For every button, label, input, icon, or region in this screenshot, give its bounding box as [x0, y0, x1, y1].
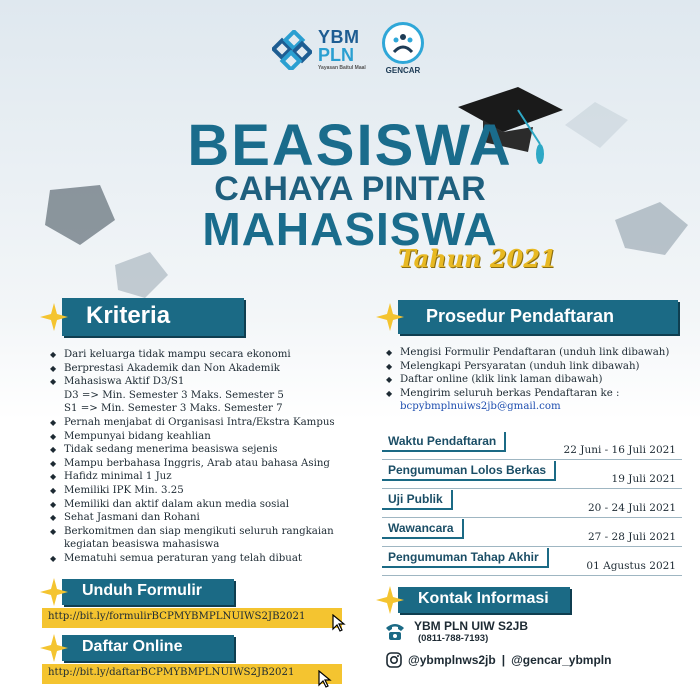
kriteria-item: ◆ Berkomitmen dan siap mengikuti seluruh rangkaian [50, 525, 350, 539]
kriteria-item: ◆ Memiliki IPK Min. 3.25 [50, 484, 350, 498]
instagram-handle-gencar[interactable]: @gencar_ybmpln [511, 653, 612, 667]
prosedur-item: ◆ Mengirim seluruh berkas Pendaftaran ke : [386, 387, 686, 401]
instagram-handle-ybm[interactable]: @ybmplnws2jb [408, 653, 496, 667]
ybm-logo-mark-icon [272, 30, 312, 70]
schedule-date: 19 Juli 2021 [611, 473, 676, 485]
kriteria-heading-label: Kriteria [62, 298, 244, 336]
unduh-formulir-label: Unduh Formulir [62, 579, 234, 605]
kriteria-item: ◆ Dari keluarga tidak mampu secara ekonomi [50, 348, 350, 362]
star-icon [40, 634, 68, 662]
kontak-informasi-heading [376, 586, 570, 614]
kriteria-item: ◆ Mampu berbahasa Inggris, Arab atau bahasa Asing [50, 457, 350, 471]
schedule-row [382, 432, 682, 461]
star-icon [40, 578, 68, 606]
title-year: Tahun 2021 [398, 244, 557, 273]
ybm-logo-tagline: Yayasan Baitul Maal [318, 65, 366, 71]
schedule-date: 20 - 24 Juli 2021 [587, 502, 676, 514]
pln-logo-text: PLN [318, 45, 354, 65]
prosedur-item: ◆ Melengkapi Persyaratan (unduh link dibawah) [386, 360, 686, 374]
prosedur-heading-label: Prosedur Pendaftaran [398, 300, 678, 334]
schedule-row [382, 548, 682, 577]
kriteria-item: S1 => Min. Semester 3 Maks. Semester 7 [64, 403, 283, 415]
schedule-divider [382, 459, 682, 460]
schedule-label: Wawancara [382, 519, 464, 539]
unduh-formulir-link[interactable] [42, 608, 342, 628]
gencar-logo [378, 22, 428, 75]
title-mahasiswa: MAHASISWA [202, 203, 498, 255]
kriteria-item: ◆ Mempunyai bidang keahlian [50, 430, 350, 444]
star-icon [40, 303, 68, 331]
phone-icon [384, 620, 406, 642]
gencar-people-icon [390, 30, 416, 56]
schedule-row [382, 461, 682, 490]
daftar-online-label: Daftar Online [62, 635, 234, 661]
schedule-label: Uji Publik [382, 490, 453, 510]
prosedur-list [386, 346, 686, 414]
schedule-label: Pengumuman Tahap Akhir [382, 548, 549, 568]
cursor-icon [318, 670, 332, 688]
kriteria-item: ◆ Hafidz minimal 1 Juz [50, 470, 350, 484]
daftar-online-link[interactable] [42, 664, 342, 684]
kontak-phone[interactable]: (0811-788-7193) [418, 633, 489, 644]
schedule-label: Pengumuman Lolos Berkas [382, 461, 556, 481]
cursor-icon [332, 614, 346, 632]
schedule-table [382, 432, 682, 577]
schedule-divider [382, 517, 682, 518]
kontak-informasi-label: Kontak Informasi [398, 587, 570, 613]
schedule-label: Waktu Pendaftaran [382, 432, 506, 452]
prosedur-item: ◆ Daftar online (klik link laman dibawah) [386, 373, 686, 387]
prosedur-item: ◆ Mengisi Formulir Pendaftaran (unduh link dibawah) [386, 346, 686, 360]
instagram-icon [386, 652, 402, 668]
schedule-divider [382, 488, 682, 489]
unduh-formulir-link-text[interactable]: http://bit.ly/formulirBCPMYBMPLNUIWS2JB2021 [48, 611, 306, 622]
kriteria-item: ◆ Berprestasi Akademik dan Non Akademik [50, 362, 350, 376]
social-handles [386, 652, 611, 668]
title-cahaya-pintar: CAHAYA PINTAR [214, 170, 486, 208]
daftar-online-heading [40, 634, 234, 662]
ybm-logo-text: YBM [318, 27, 360, 47]
kriteria-item: ◆ Tidak sedang menerima beasiswa sejenis [50, 443, 350, 457]
kriteria-heading [40, 298, 244, 336]
kriteria-item: kegiatan beasiswa mahasiswa [64, 539, 220, 551]
ybm-pln-logo [272, 28, 366, 71]
schedule-date: 22 Juni - 16 Juli 2021 [563, 444, 676, 456]
title-beasiswa: BEASISWA [187, 113, 513, 178]
schedule-divider [382, 575, 682, 576]
star-icon [376, 586, 404, 614]
kriteria-item: D3 => Min. Semester 3 Maks. Semester 5 [64, 389, 284, 401]
prosedur-email[interactable]: bcpybmplnuiws2jb@gmail.com [400, 401, 561, 413]
kriteria-list [50, 348, 350, 566]
background-cap-decoration [110, 250, 170, 300]
unduh-formulir-heading [40, 578, 234, 606]
kriteria-item: ◆ Sehat Jasmani dan Rohani [50, 511, 350, 525]
schedule-row [382, 490, 682, 519]
handle-separator: | [501, 653, 506, 667]
kontak-name: YBM PLN UIW S2JB [414, 619, 529, 633]
schedule-date: 01 Agustus 2021 [586, 560, 676, 572]
schedule-divider [382, 546, 682, 547]
daftar-online-link-text[interactable]: http://bit.ly/daftarBCPMYBMPLNUIWS2JB2021 [48, 667, 295, 678]
prosedur-heading [376, 300, 678, 334]
kriteria-item: ◆ Pernah menjabat di Organisasi Intra/Ekstra Kampus [50, 416, 350, 430]
schedule-date: 27 - 28 Juli 2021 [587, 531, 676, 543]
schedule-row [382, 519, 682, 548]
kriteria-item: ◆ Mematuhi semua peraturan yang telah dibuat [50, 552, 350, 566]
kriteria-item: ◆ Memiliki dan aktif dalam akun media sosial [50, 498, 350, 512]
gencar-logo-label: GENCAR [385, 66, 421, 75]
kriteria-item: ◆ Mahasiswa Aktif D3/S1 [50, 375, 350, 389]
star-icon [376, 303, 404, 331]
